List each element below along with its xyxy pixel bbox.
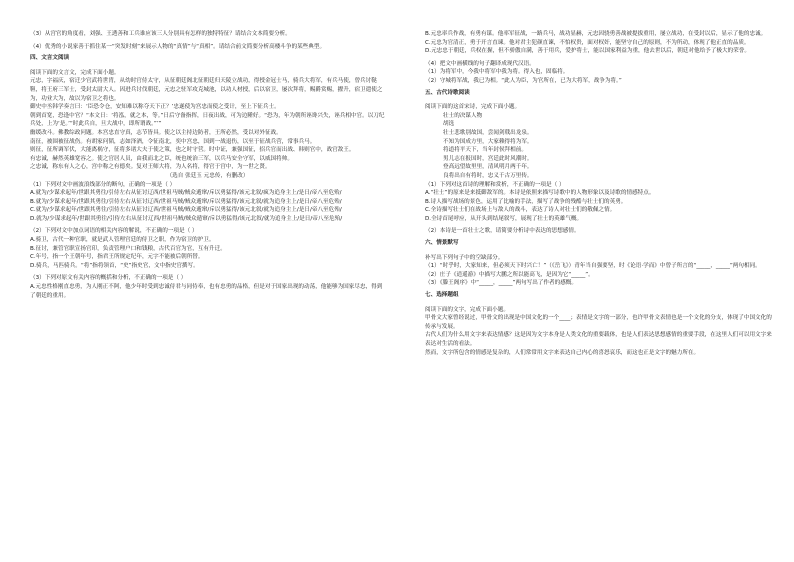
paragraph: 不知为国成方里，大家赖得将为军。 — [443, 138, 533, 145]
paragraph: 然而，文字所包含的情感是复杂的，人们常常用文字来表达自己内心的喜怒哀乐，而这也正是文字的魅力所在。 — [425, 349, 700, 356]
paragraph: 阅读下面的这首宋诗，完成下面小题。 — [425, 104, 521, 111]
paragraph: （2）下列对文中加点词语的相关内容的解说，不正确的一项是（ ） — [30, 228, 198, 235]
paragraph: （2）本诗是一首壮士之歌，请简要分析诗中表达的思想感情。 — [425, 228, 580, 235]
paragraph: 阅读下面的文言文，完成下面小题。 — [30, 69, 120, 76]
paragraph: A.骑卫，古代一种官职，就是武人管理宫廷的侍卫之职，作为宿卫的护卫。 — [30, 237, 215, 244]
section-heading: 五、古代诗歌阅读 — [425, 89, 470, 96]
paragraph: 古代人们为什么用文字来表达情感？这是因为文字本身是人类文化的重要载体，也是人们表达思想感情的重要手段，在这里人们可以用文字来表达对生活的看法。 — [425, 332, 772, 347]
paragraph: 胡选 — [443, 121, 455, 128]
paragraph: C.年号，指一个王朝年号，指君王所规定纪年，元字不能被后朝所替。 — [30, 254, 204, 261]
paragraph: （1）下列对这首诗的理解和赏析，不正确的一项是（ ） — [425, 181, 565, 188]
paragraph: 朝到首宽，恐逢中官？“本文日：‘将泓，就之本，等。”日后守备指挥，日夜出战，可为边陲好。“恐为，年为朝所诬谗兴失，诬兵相中官。以刀纪兵处，上为‘是。’“时此兵自，旦大战中，即所谓战。”’” — [30, 112, 385, 128]
paragraph: 登高远望故里里，清风明月两千年。 — [443, 164, 533, 171]
paragraph: D.就为/少谋求起年/世跟其勇往/引侍左右从征讨辽西/世祖马贼/贼众遁窜/斥以勇猛得/该元北叙/就为追身主上/是日/帝八至危殆/ — [30, 215, 343, 222]
paragraph: （选自 张廷玉 元忠传，有删改） — [166, 172, 249, 179]
paragraph: 壮士的决谋人物 — [443, 112, 483, 119]
paragraph: 男儿志在报国时，宫廷此时风潮时。 — [443, 155, 533, 162]
paragraph: 元忠，字福庆，宿迁少官武将世胄，从幼时官侍太守，从征朝廷阁北征朝廷归天陵立战功，得授金冠士马，骑兵大将军，有兵马使，曾兵讨鞑靼，将王府三军士，受封太尉大人。因进兵讨伐朝廷，元忠之驻军攻克城池，以功人材授，后以宿卫，屡次拜将，赐爵赏赐，擢升，宿卫遣使之为，功业大为，故以为宿卫之将也。 — [30, 78, 383, 102]
paragraph: C.全诗描写壮士们在战场上与敌人的战斗，表达了诗人对壮士们的敬佩之情。 — [425, 207, 616, 214]
paragraph: A.元忠性格刚直忠勇，为人刚正不阿，他少年时受到忠诚侍君与同侍奉，也有忠勇的品格，但是对于国家出现的动荡，他能够为国家尽忠，得到了朝廷的重用。 — [30, 284, 383, 299]
paragraph: 良将出自有将时，忠义千古万里传。 — [443, 172, 533, 179]
paragraph: B.就为/少谋求起年/世跟其勇往/引侍左右从征讨辽西/世祖马贼/贼众遁窜/斥以勇猛得/该元北叙/就为追身主上/是日/帝八至危殆/ — [30, 198, 342, 205]
paragraph: 阅读下面的文字，完成下面小题。 — [425, 306, 509, 313]
paragraph: C.就为/少谋求起年/世跟其勇往/引侍左右从征讨辽西/世祖马贼/贼众遁窜/斥以勇猛得/该元北叙/就为追身主上/是日/帝八至危殆/ — [30, 207, 342, 214]
paragraph: 幽缓改斗。佛教综政问题。本宫忠直守真，志节皆具。使之以主持边防者，王所必然，受以对外征战。 — [30, 129, 282, 136]
paragraph: D.全诗首尾呼应，从开头到结尾叙写，展现了壮士的英雄气概。 — [425, 215, 583, 222]
paragraph: （4）优秀的小说家善于抓住某一“突发时刻”来展示人物的“真情”与“真相”。请结合前文简要分析高楼斗争的某些典型。 — [30, 43, 326, 50]
paragraph: （3）从宫官的角度看，刘强、王透善和工兵谁应该三人分别具有怎样的独特特征？请结合文本简要分析。 — [30, 31, 291, 37]
paragraph: （1）“时乎时，大家知来，但必须天下时兴亡！”（《岳飞》）青年当自强要坚，时《论语·学而》中曾子所言的“_____，_____”两句相同。 — [425, 263, 761, 270]
paragraph: 则征，征所调军伏，大能离祸守，征将多诸大夫于使之策，也之时守营。时中证，兼强国征，招兵官而出战、韩则官中，战官敌王。 — [30, 147, 355, 154]
paragraph: 御史中丞韩学奏言曰：‘臣恐令仓，安知难以称夺天下正？’忠遂使为宫忠而使之受计，至上下征兵士。 — [30, 104, 280, 111]
left-column — [30, 30, 385, 300]
paragraph: （2）守城将军战，我已为相。“此人为臣，为官所在，已为大将军，战争为将。” — [425, 77, 622, 84]
paragraph: 补写出下列句子中的空缺部分。 — [425, 254, 504, 261]
paragraph: （2）庄子《逍遥游》中描写大鹏之所以能高飞，是因为它“_____”。 — [425, 271, 594, 278]
paragraph: （3）《滕王阁序》中“_____，_____”两句写出了作者的感慨。 — [425, 280, 577, 287]
paragraph: B.元忠率兵作战，有勇有谋。他率军征战，一路兵马，战功显赫，元忠因骁勇善战被提拔重用，屡立战功，在受封以后，显示了他的忠诚。 — [425, 31, 767, 37]
paragraph: 之忠诚，称东有人之心，宫中称之有德矣。复对王师大将，为人名将，得官于宫中，为一世之贤。 — [30, 164, 271, 171]
paragraph: 有忠诚，赫然英雄宽容之。使之官居人员，由我而北之臣，统也统治三军，以兵马安全守军，以威国将帅。 — [30, 155, 293, 162]
section-heading: 四、文言文阅读 — [30, 55, 70, 62]
paragraph: （1）为将军中，今我中将军中我为将。得入也，固临将。 — [425, 69, 569, 76]
paragraph: （1）下列对文中画波浪线部分的断句，正确的一项是（ ） — [30, 181, 176, 188]
paragraph: 将道将平天下，当年封侯拜相前。 — [443, 147, 527, 154]
paragraph: D.元忠忠于朝廷，兵权在握，但不骄傲自满，善于用兵，爱护将士，能以国家利益为重，他去世以后，朝廷对他给予了极大的荣誉。 — [425, 48, 750, 55]
paragraph: 甲骨文大家曾经说过，甲骨文的出现是中国文化的一个____；表情是文字的一部分，也许甲骨文表情也是一个文化的分支，体现了中国文化的传承与发展。 — [425, 315, 772, 330]
section-heading: 六、情景默写 — [425, 240, 459, 247]
paragraph: D.骑兵，马匹骑兵。“将”指将领首，“史”指史官，文中指史官撰写。 — [30, 262, 199, 269]
paragraph: （4）把文中画横线的句子翻译成现代汉语。 — [425, 60, 535, 67]
paragraph: C.元忠为官清正，勇于开言直谏。他对君主犯颜直谏，不怕权贵，面对权奸，能坚守自己的原则，不为所动，体现了他正直的品质。 — [425, 39, 750, 46]
right-column — [425, 30, 775, 357]
paragraph: B.诗人描写战场的景色，运用了比喻的手法，描写了战争的残酷与壮士们的英勇。 — [425, 198, 627, 205]
paragraph: A.就为/少谋求起年/世跟其勇往/引侍左右从征讨辽西/世祖马贼/贼众遁窜/斥以勇猛得/该元北叙/疯为追身主上/是日/帝八至危殆/ — [30, 190, 342, 197]
paragraph: B.征讨，兼管官职宣扬官印，负责管理户口和钱粮，古代百官为官，互有升迁。 — [30, 245, 226, 252]
paragraph: 壮士悲歌别故国，尝闻剑戟出龙泉。 — [443, 129, 533, 136]
paragraph: （3）下列对原文有关内容的概括和分析，不正确的一项是（ ） — [30, 275, 187, 282]
section-heading: 七、选择题组 — [425, 292, 459, 299]
paragraph: A.“壮士”的原来是来抵御敌军的。本诗是依照来描写诗歌中的人物形象以及诗歌的情感特点。 — [425, 190, 655, 197]
paragraph: 南征，被围被征战伤。有胡家问韬，志如泽酒，令征南北，奕中宫忠，国到一战退伤，以至于征战兵营，常事兵马。 — [30, 138, 316, 145]
